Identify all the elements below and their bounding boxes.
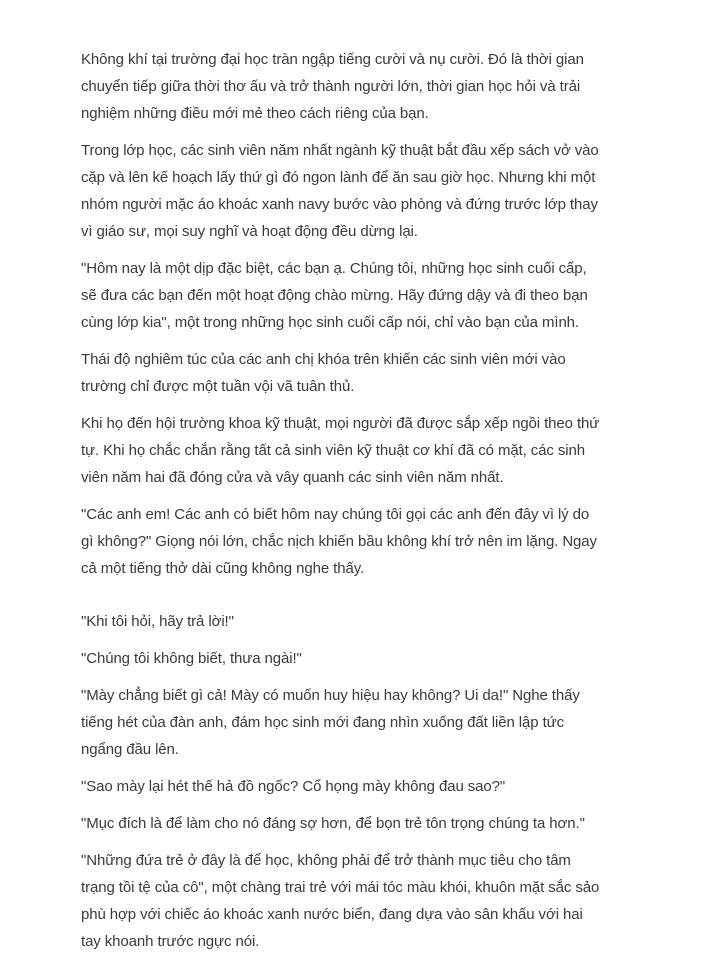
paragraph: Trong lớp học, các sinh viên năm nhất ngành kỹ thuật bắt đầu xếp sách vở vào cặp và lên kế hoạch lấy thứ gì đó ngon lành để ăn sau giờ học. Nhưng khi một nhóm người mặc áo khoác xanh navy bước vào phòng và đứng trước lớp thay vì giáo sư, mọi suy nghĩ và hoạt động đều dừng lại. [81,142,599,240]
paragraph: "Khi tôi hỏi, hãy trả lời!" [81,613,234,630]
paragraph: "Những đứa trẻ ở đây là để học, không phải để trở thành mục tiêu cho tâm trạng tồi tệ của cô", một chàng trai trẻ với mái tóc màu khói, khuôn mặt sắc sảo phù hợp với chiếc áo khoác xanh nước biển, đang dựa vào sân khấu với hai tay khoanh trước ngực nói. [81,852,600,950]
paragraph: "Các anh em! Các anh có biết hôm nay chúng tôi gọi các anh đến đây vì lý do gì không?" Giọng nói lớn, chắc nịch khiến bầu không khí trở nên im lặng. Ngay cả một tiếng thở dài cũng không nghe thấy. [81,506,597,577]
paragraph: Khi họ đến hội trường khoa kỹ thuật, mọi người đã được sắp xếp ngồi theo thứ tự. Khi họ chắc chắn rằng tất cả sinh viên kỹ thuật cơ khí đã có mặt, các sinh viên năm hai đã đóng cửa và vây quanh các sinh viên năm nhất. [81,415,600,486]
paragraph: "Sao mày lại hét thế hả đồ ngốc? Cổ họng mày không đau sao?" [81,778,506,795]
paragraph: "Hôm nay là một dịp đặc biệt, các bạn ạ. Chúng tôi, những học sinh cuối cấp, sẽ đưa các bạn đến một hoạt động chào mừng. Hãy đứng dậy và đi theo bạn cùng lớp kia", một trong những học sinh cuối cấp nói, chỉ vào bạn của mình. [81,260,588,331]
paragraph: "Mày chẳng biết gì cả! Mày có muốn huy hiệu hay không? Ui da!" Nghe thấy tiếng hét của đàn anh, đám học sinh mới đang nhìn xuống đất liền lập tức ngẩng đầu lên. [81,687,580,758]
paragraph: Thái độ nghiêm túc của các anh chị khóa trên khiến các sinh viên mới vào trường chỉ được một tuần vội vã tuân thủ. [81,351,566,395]
paragraph: "Chúng tôi không biết, thưa ngài!" [81,650,302,667]
paragraph: Không khí tại trường đại học tràn ngập tiếng cười và nụ cười. Đó là thời gian chuyển tiếp giữa thời thơ ấu và trở thành người lớn, thời gian học hỏi và trải nghiệm những điều mới mẻ theo cách riêng của bạn. [81,51,584,122]
paragraph: "Mục đích là để làm cho nó đáng sợ hơn, để bọn trẻ tôn trọng chúng ta hơn." [81,815,585,832]
